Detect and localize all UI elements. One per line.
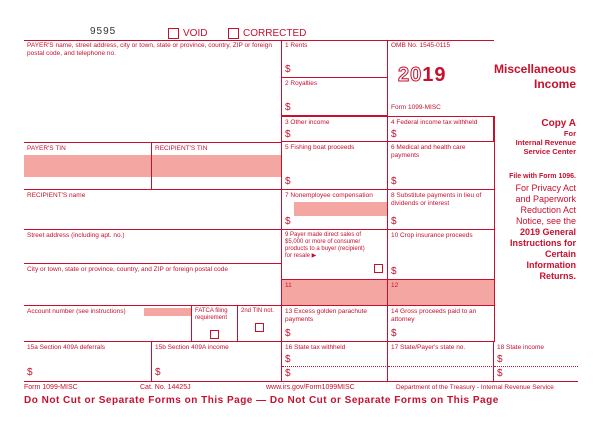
box-18-divider — [494, 366, 578, 367]
do-not-cut-warning: Do Not Cut or Separate Forms on This Page — Do Not Cut or Separate Forms on This Page — [24, 395, 499, 406]
box-1-dollar: $ — [285, 64, 291, 75]
box-16-label: 16 State tax withheld — [285, 344, 346, 351]
box-5-label: 5 Fishing boat proceeds — [285, 144, 355, 151]
box-5-dollar: $ — [285, 176, 291, 187]
box-6-label: 6 Medical and health care payments — [391, 144, 466, 159]
box-16-divider — [282, 366, 388, 367]
box-12-label: 12 — [391, 282, 399, 289]
form-code: 9595 — [90, 26, 117, 37]
year-suffix: 19 — [422, 64, 447, 86]
second-tin-label: 2nd TIN not. — [241, 308, 274, 314]
footer-dept: Department of the Treasury - Internal Revenue Service — [396, 384, 554, 391]
copy-a-irs-1: Internal Revenue — [515, 138, 576, 147]
box-3-label: 3 Other income — [285, 119, 330, 126]
corrected-label: CORRECTED — [243, 28, 307, 39]
recipient-tin-box[interactable] — [152, 142, 282, 190]
box-16-dollar-1: $ — [285, 354, 291, 365]
box-4-dollar: $ — [391, 129, 397, 140]
box-15a-label: 15a Section 409A deferrals — [27, 344, 106, 351]
box-15b-label: 15b Section 409A income — [155, 344, 229, 351]
box-13-dollar: $ — [285, 328, 291, 339]
box-7-dollar: $ — [285, 216, 291, 227]
box-3-dollar: $ — [285, 129, 291, 140]
account-number-box[interactable] — [24, 306, 192, 342]
payer-name-box[interactable] — [24, 40, 282, 142]
recipient-tin-shade — [152, 155, 281, 177]
recipient-street-label: Street address (including apt. no.) — [27, 232, 125, 239]
second-tin-box — [238, 306, 282, 342]
box-1-label: 1 Rents — [285, 42, 308, 49]
void-checkbox[interactable] — [168, 28, 179, 39]
privacy-1: For Privacy Act — [515, 183, 576, 193]
second-tin-checkbox[interactable] — [255, 323, 264, 332]
box-6-medical[interactable] — [388, 142, 494, 190]
privacy-8: Information — [526, 260, 576, 270]
copy-a-for: For — [563, 129, 576, 138]
year-prefix: 20 — [398, 64, 423, 86]
box-14-dollar: $ — [391, 328, 397, 339]
box-16-dollar-2: $ — [285, 368, 291, 379]
copy-a-irs-2: Service Center — [523, 147, 576, 156]
copy-a-panel — [494, 116, 578, 342]
omb-form-label: Form 1099-MISC — [391, 104, 441, 111]
title-line-1: Miscellaneous — [494, 62, 577, 76]
privacy-6: Instructions for — [509, 238, 576, 248]
omb-label: OMB No. 1545-0115 — [391, 42, 451, 49]
account-shade — [144, 308, 191, 316]
box-9-checkbox[interactable] — [374, 264, 383, 273]
box-6-dollar: $ — [391, 176, 397, 187]
box-15a-dollar: $ — [27, 367, 33, 378]
box-10-crop[interactable] — [388, 230, 494, 280]
box-8-label: 8 Substitute payments in lieu of dividends or interest — [391, 192, 482, 207]
box-14-attorney[interactable] — [388, 306, 494, 342]
box-17-divider — [388, 366, 494, 367]
box-4-federal-tax[interactable] — [388, 116, 494, 142]
fatca-box — [192, 306, 238, 342]
box-10-label: 10 Crop insurance proceeds — [391, 232, 473, 239]
fatca-checkbox[interactable] — [210, 330, 219, 339]
box-4-label: 4 Federal income tax withheld — [391, 119, 478, 126]
form-title — [494, 62, 576, 92]
box-7-nonemployee[interactable] — [282, 190, 388, 230]
box-14-label: 14 Gross proceeds paid to an attorney — [391, 308, 477, 323]
box-7-shade — [294, 202, 387, 216]
box-11[interactable] — [282, 280, 388, 306]
box-10-dollar: $ — [391, 266, 397, 277]
recipient-city-box[interactable] — [24, 264, 282, 306]
recipient-name-label: RECIPIENT'S name — [27, 192, 86, 199]
box-8-dollar: $ — [391, 216, 397, 227]
box-18-dollar-1: $ — [497, 354, 503, 365]
box-17-label: 17 State/Payer's state no. — [391, 344, 466, 351]
privacy-7: Certain — [544, 249, 576, 259]
recipient-street-box[interactable] — [24, 230, 282, 264]
tax-year — [398, 64, 447, 87]
box-2-royalties[interactable] — [282, 78, 388, 116]
box-18-state-income[interactable] — [494, 342, 578, 381]
box-3-other-income[interactable] — [282, 116, 388, 142]
footer-url: www.irs.gov/Form1099MISC — [266, 384, 355, 391]
box-7-label: 7 Nonemployee compensation — [285, 192, 373, 199]
box-11-label: 11 — [285, 282, 292, 289]
privacy-3: Reduction Act — [520, 205, 576, 215]
privacy-2: and Paperwork — [515, 194, 576, 204]
box-16-state-tax[interactable] — [282, 342, 388, 381]
account-number-label: Account number (see instructions) — [27, 308, 126, 315]
payer-tin-label: PAYER'S TIN — [27, 145, 66, 152]
box-18-dollar-2: $ — [497, 368, 503, 379]
box-2-dollar: $ — [285, 102, 291, 113]
box-9-label: 9 Payer made direct sales of $5,000 or more of consumer products to a buyer (recipient) for resale ▶ — [285, 232, 365, 259]
privacy-5: 2019 General — [519, 227, 576, 237]
privacy-4: Notice, see the — [515, 216, 576, 226]
privacy-9: Returns. — [539, 271, 576, 281]
box-8-substitute[interactable] — [388, 190, 494, 230]
copy-a-file-with: File with Form 1096. — [509, 173, 576, 180]
box-15b-dollar: $ — [155, 367, 161, 378]
payer-tin-shade — [24, 155, 151, 177]
recipient-city-label: City or town, state or province, country, and ZIP or foreign postal code — [27, 266, 228, 273]
footer-form — [24, 384, 78, 392]
form-bottom-border — [24, 381, 578, 382]
box-17-state-no[interactable] — [388, 342, 494, 381]
footer-cat: Cat. No. 14425J — [140, 384, 191, 391]
void-label: VOID — [183, 28, 208, 39]
box-15a[interactable] — [24, 342, 152, 381]
fatca-label: FATCA filing requirement — [195, 308, 228, 321]
box-13-label: 13 Excess golden parachute payments — [285, 308, 368, 323]
box-12[interactable] — [388, 280, 494, 306]
omb-block — [388, 40, 494, 116]
box-5-fishing[interactable] — [282, 142, 388, 190]
title-line-2: Income — [533, 77, 576, 91]
payer-tin-box[interactable] — [24, 142, 152, 190]
recipient-tin-label: RECIPIENT'S TIN — [155, 145, 208, 152]
footer-form-text: Form 1099-MISC — [24, 384, 78, 391]
recipient-name-box[interactable] — [24, 190, 282, 230]
box-2-label: 2 Royalties — [285, 80, 318, 87]
box-18-label: 18 State income — [497, 344, 544, 351]
box-1-rents[interactable] — [282, 40, 388, 78]
corrected-checkbox[interactable] — [228, 28, 239, 39]
box-9-direct-sales — [282, 230, 388, 280]
payer-name-label: PAYER'S name, street address, city or town, state or province, country, ZIP or foreign postal code, and telephone no. — [27, 42, 272, 57]
copy-a-title: Copy A — [541, 118, 576, 129]
box-15b[interactable] — [152, 342, 282, 381]
box-13-parachute[interactable] — [282, 306, 388, 342]
